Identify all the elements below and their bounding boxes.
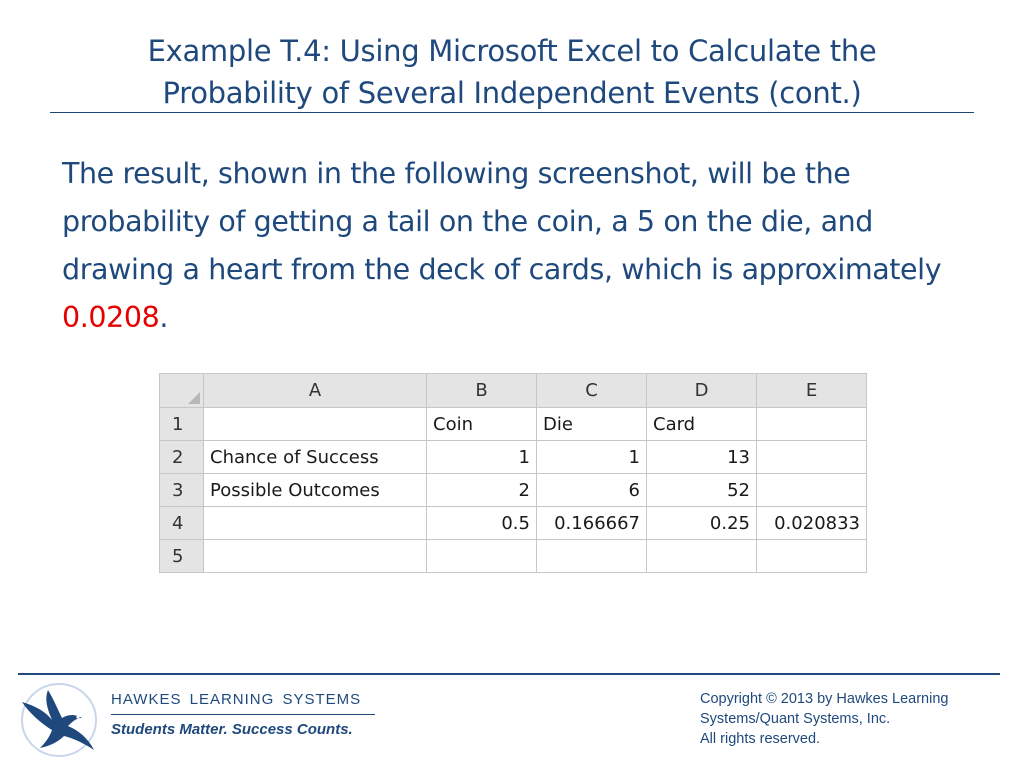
slide-title-line-2: Probability of Several Independent Events (cont.): [162, 76, 862, 110]
column-header-b: B: [427, 374, 537, 408]
row-header-4: 4: [160, 507, 204, 540]
table-row: [160, 408, 867, 441]
cell-a2: Chance of Success: [204, 441, 427, 474]
body-end-punctuation: .: [159, 301, 168, 334]
cell-d5: [647, 540, 757, 573]
column-header-c: C: [537, 374, 647, 408]
brand-name: HAWKES LEARNING SYSTEMS: [111, 691, 362, 708]
table-row: [160, 474, 867, 507]
copyright-line-2: Systems/Quant Systems, Inc.: [700, 711, 891, 727]
spreadsheet-screenshot: [159, 373, 867, 573]
cell-d4: 0.25: [647, 507, 757, 540]
cell-b1: Coin: [427, 408, 537, 441]
cell-a1: [204, 408, 427, 441]
cell-c1: Die: [537, 408, 647, 441]
cell-b4: 0.5: [427, 507, 537, 540]
brand-underline: [111, 714, 375, 715]
row-header-2: 2: [160, 441, 204, 474]
cell-c5: [537, 540, 647, 573]
eagle-logo-icon: [18, 680, 100, 760]
copyright-notice: [700, 689, 1010, 749]
cell-b3: 2: [427, 474, 537, 507]
cell-e5: [757, 540, 867, 573]
cell-e2: [757, 441, 867, 474]
table-row: [160, 441, 867, 474]
cell-b2: 1: [427, 441, 537, 474]
cell-a5: [204, 540, 427, 573]
cell-d2: 13: [647, 441, 757, 474]
row-header-3: 3: [160, 474, 204, 507]
column-header-e: E: [757, 374, 867, 408]
cell-c2: 1: [537, 441, 647, 474]
cell-e4: 0.020833: [757, 507, 867, 540]
select-all-triangle-icon: [188, 392, 200, 404]
column-header-a: A: [204, 374, 427, 408]
body-paragraph: [62, 150, 962, 342]
cell-a3: Possible Outcomes: [204, 474, 427, 507]
copyright-line-3: All rights reserved.: [700, 731, 821, 747]
cell-e3: [757, 474, 867, 507]
table-row: [160, 507, 867, 540]
cell-a4: [204, 507, 427, 540]
copyright-line-1: Copyright © 2013 by Hawkes Learning: [700, 691, 949, 707]
cell-c4: 0.166667: [537, 507, 647, 540]
body-text: The result, shown in the following screenshot, will be the probability of getting a tail on the coin, a 5 on the die, and drawing a heart from the deck of cards, which is approximately: [62, 157, 942, 286]
brand-tagline: Students Matter. Success Counts.: [111, 721, 353, 738]
footer-divider: [18, 673, 1000, 675]
cell-b5: [427, 540, 537, 573]
cell-d1: Card: [647, 408, 757, 441]
select-all-corner: [160, 374, 204, 408]
slide-title: [50, 30, 974, 114]
row-header-5: 5: [160, 540, 204, 573]
column-header-d: D: [647, 374, 757, 408]
cell-c3: 6: [537, 474, 647, 507]
highlighted-probability: 0.0208: [62, 301, 160, 334]
title-divider: [50, 112, 974, 113]
cell-d3: 52: [647, 474, 757, 507]
table-row: [160, 540, 867, 573]
row-header-1: 1: [160, 408, 204, 441]
slide-title-line-1: Example T.4: Using Microsoft Excel to Calculate the: [147, 34, 877, 68]
column-header-row: [160, 374, 867, 408]
cell-e1: [757, 408, 867, 441]
